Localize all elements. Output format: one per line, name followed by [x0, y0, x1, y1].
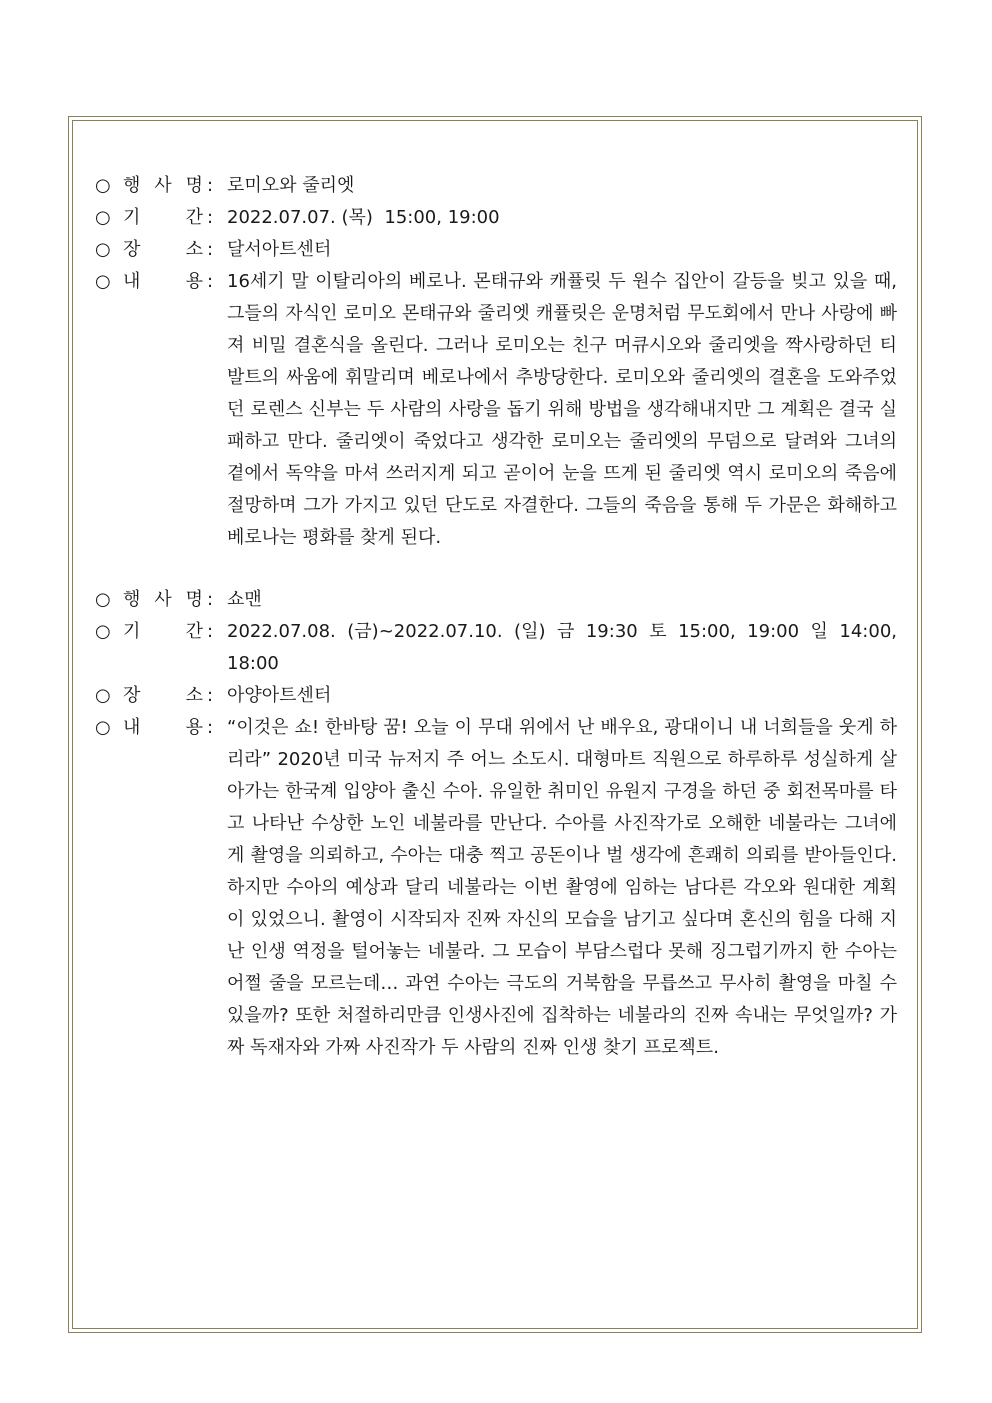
event-period-row [95, 202, 897, 234]
event-period-label: 기 간 [123, 621, 203, 642]
colon: : [207, 207, 214, 228]
event-content-label: 내 용 [123, 271, 203, 292]
colon: : [207, 271, 214, 292]
event-romeo-juliet [95, 170, 897, 554]
colon: : [207, 589, 214, 610]
event-period-row [95, 616, 897, 680]
event-place-label: 장 소 [123, 239, 203, 260]
event-period-label: 기 간 [123, 207, 203, 228]
event-content-row [95, 266, 897, 554]
colon: : [207, 685, 214, 706]
colon: : [207, 717, 214, 738]
event-place-value: 아양아트센터 [227, 685, 332, 706]
circle-bullet-icon: ○ [95, 685, 111, 706]
event-name-value: 로미오와 줄리엣 [227, 175, 355, 196]
event-content-value: “이것은 쇼! 한바탕 꿈! 오늘 이 무대 위에서 난 배우요, 광대이니 내 너희들을 웃게 하리라” 2020년 미국 뉴저지 주 어느 소도시. 대형마트 직원으로 하루하루 성실하게 살아가는 한국계 입양아 출신 수아. 유일한 취미인 유원지 구경을 하던 중 회전목마를 타고 나타난 수상한 노인 네불라를 만난다. 수아를 사진작가로 오해한 네불라는 그녀에게 촬영을 의뢰하고, 수아는 대충 찍고 공돈이나 벌 생각에 흔쾌히 의뢰를 받아들인다. 하지만 수아의 예상과 달리 네불라는 이번 촬영에 임하는 남다른 각오와 원대한 계획이 있었으니. 촬영이 시작되자 진짜 자신의 모습을 남기고 싶다며 혼신의 힘을 다해 지난 인생 역정을 털어놓는 네불라. 그 모습이 부담스럽다 못해 징그럽기까지 한 수아는 어쩔 줄을 모르는데… 과연 수아는 극도의 거북함을 무릅쓰고 무사히 촬영을 마칠 수 있을까? 또한 처절하리만큼 인생사진에 집착하는 네불라의 진짜 속내는 무엇일까? 가짜 독재자와 가짜 사진작가 두 사람의 진짜 인생 찾기 프로젝트. [227, 717, 897, 1058]
event-showman [95, 584, 897, 1064]
circle-bullet-icon: ○ [95, 271, 111, 292]
event-place-value: 달서아트센터 [227, 239, 332, 260]
circle-bullet-icon: ○ [95, 589, 111, 610]
event-content-row [95, 712, 897, 1064]
colon: : [207, 175, 214, 196]
event-content-label: 내 용 [123, 717, 203, 738]
event-period-value: 2022.07.07. (목) 15:00, 19:00 [227, 207, 500, 228]
circle-bullet-icon: ○ [95, 207, 111, 228]
colon: : [207, 621, 214, 642]
event-content-value: 16세기 말 이탈리아의 베로나. 몬태규와 캐퓰릿 두 원수 집안이 갈등을 빚고 있을 때, 그들의 자식인 로미오 몬태규와 줄리엣 캐퓰릿은 운명처럼 무도회에서 만나 사랑에 빠져 비밀 결혼식을 올린다. 그러나 로미오는 친구 머큐시오와 줄리엣을 짝사랑하던 티발트의 싸움에 휘말리며 베로나에서 추방당한다. 로미오와 줄리엣의 결혼을 도와주었던 로렌스 신부는 두 사람의 사랑을 돕기 위해 방법을 생각해내지만 그 계획은 결국 실패하고 만다. 줄리엣이 죽었다고 생각한 로미오는 줄리엣의 무덤으로 달려와 그녀의 곁에서 독약을 마셔 쓰러지게 되고 곧이어 눈을 뜨게 된 줄리엣 역시 로미오의 죽음에 절망하며 그가 가지고 있던 단도로 자결한다. 그들의 죽음을 통해 두 가문은 화해하고 베로나는 평화를 찾게 된다. [227, 271, 897, 548]
circle-bullet-icon: ○ [95, 175, 111, 196]
event-name-row [95, 170, 897, 202]
event-name-value: 쇼맨 [227, 589, 262, 610]
event-name-row [95, 584, 897, 616]
circle-bullet-icon: ○ [95, 239, 111, 260]
event-place-row [95, 234, 897, 266]
colon: : [207, 239, 214, 260]
event-period-value: 2022.07.08. (금)~2022.07.10. (일) 금 19:30 토 15:00, 19:00 일 14:00, 18:00 [227, 621, 897, 674]
document-content [95, 170, 897, 1094]
event-name-label: 행 사 명 [123, 175, 203, 196]
event-place-row [95, 680, 897, 712]
event-name-label: 행 사 명 [123, 589, 203, 610]
event-place-label: 장 소 [123, 685, 203, 706]
circle-bullet-icon: ○ [95, 621, 111, 642]
circle-bullet-icon: ○ [95, 717, 111, 738]
